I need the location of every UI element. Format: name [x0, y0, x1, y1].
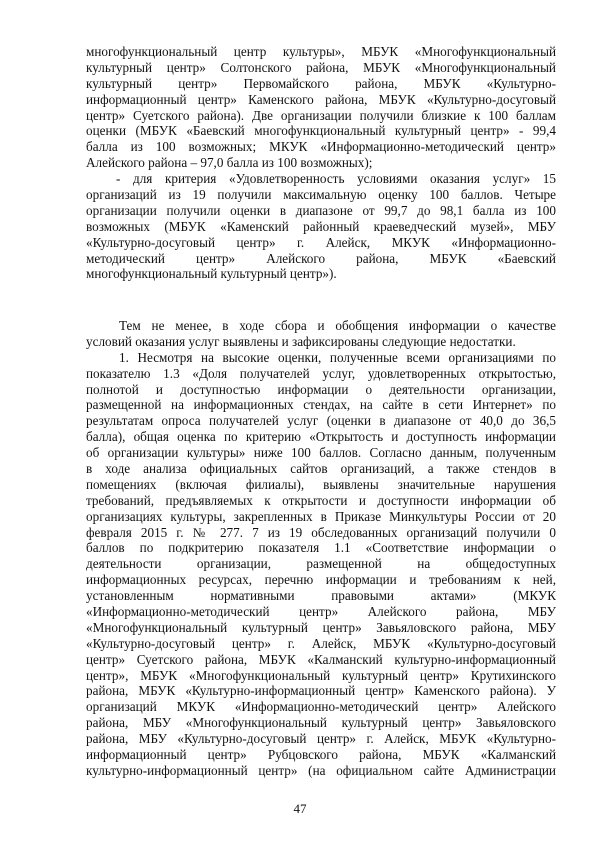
text-line: «Информационно-методический центр» Алейского района, МБУ — [86, 604, 556, 620]
text-line: района, МБУ «Культурно-досуговый центр» г. Алейск, МБУК «Культурно- — [86, 731, 556, 747]
text-line: возможных (МБУК «Каменский районный краеведческий музей», МБУ — [86, 218, 556, 234]
text-line: организаций из 19 получили максимальную оценку 100 баллов. Четыре — [86, 187, 556, 203]
text-line: района, МБУ «Многофункциональный культурный центр» Завьяловского — [86, 715, 556, 731]
text-line: методический центр» Алейского района, МБУК «Баевский — [86, 250, 556, 266]
text-line: в ходе анализа официальных сайтов организаций, а также стендов в — [86, 461, 556, 477]
text-line: об организации культуры» ниже 100 баллов. Согласно данным, полученным — [86, 445, 556, 461]
text-line: центр», МБУК «Многофункциональный культурный центр» Крутихинского — [86, 667, 556, 683]
text-line: многофункциональный культурный центр»). — [86, 266, 337, 282]
text-line: 1. Несмотря на высокие оценки, полученные всеми организациями по — [119, 349, 556, 365]
text-line: результатам опроса получателей услуг (оценки в диапазоне от 40,0 до 36,5 — [86, 413, 556, 429]
text-line: балла из 100 возможных; МКУК «Информационно-методический центр» — [86, 139, 556, 155]
text-line: культурный центр» Первомайского района, МБУК «Культурно- — [86, 75, 556, 91]
text-line: установленным нормативными правовыми актами» (МКУК — [86, 588, 556, 604]
text-line: помещениях (включая филиалы), выявлены значительные нарушения — [86, 476, 556, 492]
text-line: - для критерия «Удовлетворенность условиями оказания услуг» 15 — [116, 171, 556, 187]
text-line: Алейского района – 97,0 балла из 100 возможных); — [86, 155, 373, 171]
text-line: района, МБУК «Культурно-информационный центр» Каменского района). У — [86, 683, 556, 699]
text-line: февраля 2015 г. № 277. 7 из 19 обследованных организаций получили 0 — [86, 524, 556, 540]
text-line: культурно-информационный центр» (на официальном сайте Администрации — [86, 762, 556, 778]
text-line: информационный центр» Рубцовского района, МБУК «Калманский — [86, 747, 556, 763]
text-line: оценки (МБУК «Баевский многофункциональный культурный центр» - 99,4 — [86, 123, 556, 139]
text-line: центр» Суетского района). Две организации получили близкие к 100 баллам — [86, 107, 556, 123]
text-line: центр» Суетского района, МБУК «Калманский культурно-информационный — [86, 651, 556, 667]
text-line: полнотой и доступностью информации о деятельности организации, — [86, 381, 556, 397]
text-line: балла), общая оценка по критерию «Открытость и доступность информации — [86, 429, 556, 445]
text-line: Тем не менее, в ходе сбора и обобщения информации о качестве — [119, 318, 556, 333]
text-line: требований, предъявляемых к открытости и доступности информации об — [86, 492, 556, 508]
paragraph-intro — [86, 318, 556, 350]
paragraph-criterion — [86, 171, 556, 282]
text-line: «Культурно-досуговый центр» г. Алейск, МБУК «Культурно-досуговый — [86, 635, 556, 651]
text-line: показателю 1.3 «Доля получателей услуг, удовлетворенных открытостью, — [86, 365, 556, 381]
text-block-bottom — [86, 318, 556, 779]
paragraph-finding-1 — [86, 350, 556, 779]
text-line: размещенной на информационных стендах, на сайте в сети Интернет» по — [86, 397, 556, 413]
text-line: культурный центр» Солтонского района, МБУК «Многофункциональный — [86, 59, 556, 75]
text-line: многофункциональный центр культуры», МБУК «Многофункциональный — [86, 44, 556, 59]
text-line: информационных ресурсах, перечню информации и требованиям к ней, — [86, 572, 556, 588]
text-line: организаций МКУК «Информационно-методический центр» Алейского — [86, 699, 556, 715]
text-line: организации получили оценки в диапазоне от 99,7 до 98,1 балла из 100 — [86, 202, 556, 218]
text-line: информационный центр» Каменского района, МБУК «Культурно-досуговый — [86, 91, 556, 107]
text-line: деятельности организации, размещенной на общедоступных — [86, 556, 556, 572]
text-block-top — [86, 44, 556, 282]
text-line: «Культурно-досуговый центр» г. Алейск, МКУК «Информационно- — [86, 234, 556, 250]
page-number: 47 — [293, 801, 307, 816]
text-line: организациях культуры, закрепленных в Приказе Минкультуры России от 20 — [86, 508, 556, 524]
text-line: «Многофункциональный культурный центр» Завьяловского района, МБУ — [86, 619, 556, 635]
text-line: баллов по подкритерию показателя 1.1 «Соответствие информации о — [86, 540, 556, 556]
paragraph-continuation — [86, 44, 556, 171]
text-line: условий оказания услуг выявлены и зафиксированы следующие недостатки. — [86, 333, 516, 349]
